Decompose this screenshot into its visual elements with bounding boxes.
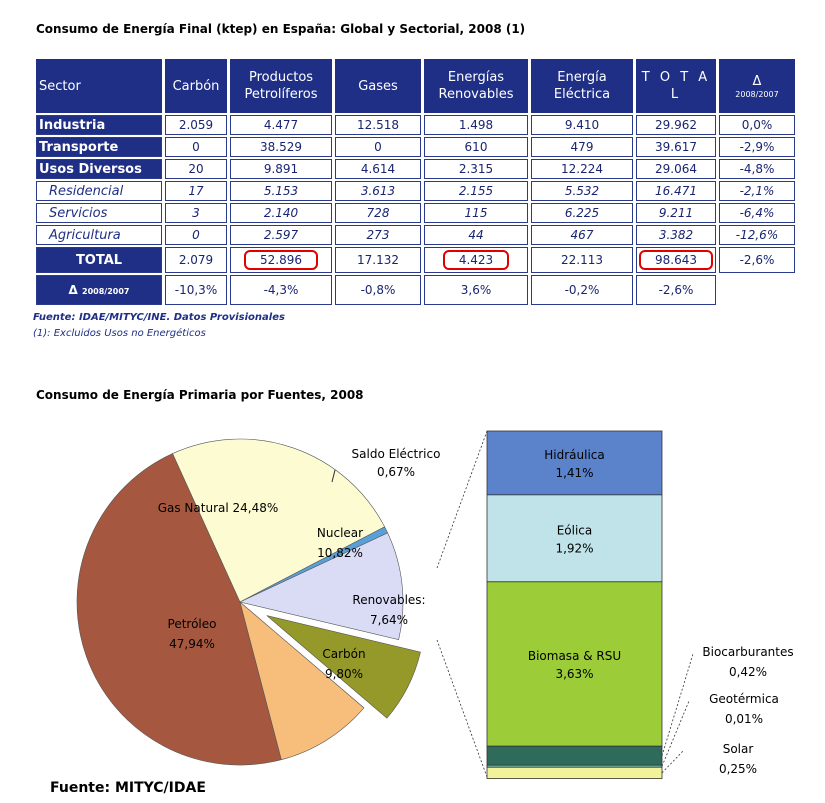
- chart-title: Consumo de Energía Primaria por Fuentes, 2008: [36, 388, 364, 402]
- table-title: Consumo de Energía Final (ktep) en España: Global y Sectorial, 2008 (1): [36, 22, 526, 36]
- leader-line: [662, 751, 683, 773]
- table-cell: 1.498: [424, 115, 528, 135]
- table-cell: 4.477: [230, 115, 332, 135]
- slice-value: 9,80%: [324, 667, 364, 681]
- total-label: TOTAL: [36, 247, 162, 273]
- header-sector: Sector: [36, 59, 162, 113]
- table-cell: 0,0%: [719, 115, 795, 135]
- table-cell: 2.597: [230, 225, 332, 245]
- segment-name: Solar: [722, 742, 754, 756]
- slice-name: Carbón: [322, 647, 366, 661]
- header-renovables: Energías Renovables: [424, 59, 528, 113]
- connector-line: [437, 640, 487, 777]
- delta-cell: -10,3%: [165, 275, 227, 305]
- table-row: [36, 159, 795, 179]
- segment-value: 0,42%: [728, 665, 768, 679]
- segment-name: Geotérmica: [709, 692, 779, 706]
- table-cell: 0: [165, 225, 227, 245]
- header-electrica: Energía Eléctrica: [531, 59, 633, 113]
- slice-value: 47,94%: [169, 637, 215, 651]
- delta-cell: 3,6%: [424, 275, 528, 305]
- table-cell: 6.225: [531, 203, 633, 223]
- table-cell: 44: [424, 225, 528, 245]
- table-cell: 115: [424, 203, 528, 223]
- table-cell: 2.155: [424, 181, 528, 201]
- table-cell: 9.211: [636, 203, 716, 223]
- segment-name: Biocarburantes: [702, 645, 794, 659]
- header-total: T O T A L: [636, 59, 716, 113]
- total-cell-highlighted: [636, 247, 716, 273]
- table-row: [36, 203, 795, 223]
- connector-line: [437, 431, 487, 568]
- table-cell: 38.529: [230, 137, 332, 157]
- total-row: [36, 247, 795, 273]
- table-cell: 2.059: [165, 115, 227, 135]
- table-cell: 0: [335, 137, 421, 157]
- segment-value: 0,25%: [718, 762, 758, 776]
- delta-row-sub: 2008/2007: [82, 287, 130, 296]
- breakdown-segment: [487, 746, 662, 765]
- table-cell: 3.613: [335, 181, 421, 201]
- table-cell: 9.410: [531, 115, 633, 135]
- delta-cell: -0,8%: [335, 275, 421, 305]
- note-source: Fuente: IDAE/MITYC/INE. Datos Provisionales: [33, 312, 285, 323]
- table-cell: -12,6%: [719, 225, 795, 245]
- table-cell: 29.962: [636, 115, 716, 135]
- slice-name: Saldo Eléctrico: [351, 447, 441, 461]
- slice-value: 0,67%: [376, 465, 416, 479]
- table-cell: 5.153: [230, 181, 332, 201]
- breakdown-segment: [487, 582, 662, 746]
- table-cell: 3: [165, 203, 227, 223]
- delta-header-sub: 2008/2007: [735, 89, 779, 99]
- table-cell: 12.518: [335, 115, 421, 135]
- slice-value: 10,82%: [317, 546, 363, 560]
- leader-line: [662, 654, 693, 756]
- table-cell: 39.617: [636, 137, 716, 157]
- row-label: Agricultura: [36, 225, 162, 245]
- table-row: [36, 225, 795, 245]
- table-cell: 5.532: [531, 181, 633, 201]
- table-cell: 479: [531, 137, 633, 157]
- highlight-value: 98.643: [639, 250, 713, 270]
- table-cell: 4.614: [335, 159, 421, 179]
- table-cell: -2,9%: [719, 137, 795, 157]
- table-cell: -2,1%: [719, 181, 795, 201]
- table-cell: 20: [165, 159, 227, 179]
- segment-name: Biomasa & RSU: [527, 649, 622, 664]
- table-cell: 12.224: [531, 159, 633, 179]
- header-delta: [719, 59, 795, 113]
- breakdown-segment: [487, 767, 662, 778]
- table-cell: 3.382: [636, 225, 716, 245]
- delta-row: [36, 275, 795, 305]
- table-row: [36, 115, 795, 135]
- table-row: [36, 137, 795, 157]
- segment-value: 1,41%: [555, 465, 594, 480]
- slice-value: 24,48%: [232, 501, 279, 515]
- total-cell: 22.113: [531, 247, 633, 273]
- table-cell: 29.064: [636, 159, 716, 179]
- table-cell: -6,4%: [719, 203, 795, 223]
- slice-name: Renovables:: [352, 593, 426, 607]
- delta-row-label: [36, 275, 162, 305]
- slice-name: Nuclear: [316, 526, 364, 540]
- total-cell: 2.079: [165, 247, 227, 273]
- segment-value: 1,92%: [555, 541, 594, 556]
- segment-name: Eólica: [556, 523, 593, 538]
- total-cell-highlighted: [230, 247, 332, 273]
- table-row: [36, 181, 795, 201]
- breakdown-segment: [487, 495, 662, 582]
- header-gases: Gases: [335, 59, 421, 113]
- table-cell: 9.891: [230, 159, 332, 179]
- row-label: Usos Diversos: [36, 159, 162, 179]
- chart-source: Fuente: MITYC/IDAE: [50, 780, 206, 796]
- segment-value: 3,63%: [555, 667, 594, 682]
- total-cell-highlighted: [424, 247, 528, 273]
- segment-value: 0,01%: [724, 712, 764, 726]
- note-excluded: (1): Excluidos Usos no Energéticos: [33, 328, 206, 339]
- slice-name: Petróleo: [167, 617, 217, 631]
- breakdown-segment: [487, 431, 662, 495]
- delta-cell: -2,6%: [636, 275, 716, 305]
- leader-line: [662, 701, 689, 766]
- table-cell: 467: [531, 225, 633, 245]
- table-header-row: [36, 59, 795, 113]
- segment-name: Hidráulica: [544, 447, 605, 462]
- table-cell: 610: [424, 137, 528, 157]
- slice-value: 7,64%: [369, 613, 409, 627]
- table-cell: 273: [335, 225, 421, 245]
- total-cell: -2,6%: [719, 247, 795, 273]
- pie-chart: [0, 410, 825, 782]
- table-body: [36, 115, 795, 305]
- delta-cell: -0,2%: [531, 275, 633, 305]
- energy-table: [33, 57, 798, 307]
- table-cell: 17: [165, 181, 227, 201]
- table-cell: 728: [335, 203, 421, 223]
- table-cell: -4,8%: [719, 159, 795, 179]
- row-label: Transporte: [36, 137, 162, 157]
- row-label: Servicios: [36, 203, 162, 223]
- slice-name: Gas Natural: [157, 501, 229, 515]
- table-cell: 16.471: [636, 181, 716, 201]
- highlight-value: 52.896: [244, 250, 318, 270]
- row-label: Residencial: [36, 181, 162, 201]
- delta-cell: -4,3%: [230, 275, 332, 305]
- pie-label: [158, 501, 279, 515]
- row-label: Industria: [36, 115, 162, 135]
- highlight-value: 4.423: [443, 250, 509, 270]
- delta-symbol: Δ: [68, 283, 78, 297]
- header-carbon: Carbón: [165, 59, 227, 113]
- header-petroliferos: Productos Petrolíferos: [230, 59, 332, 113]
- table-cell: 2.315: [424, 159, 528, 179]
- table-cell: 2.140: [230, 203, 332, 223]
- delta-symbol: Δ: [752, 73, 762, 89]
- table-notes: [33, 310, 285, 342]
- total-cell: 17.132: [335, 247, 421, 273]
- table-cell: 0: [165, 137, 227, 157]
